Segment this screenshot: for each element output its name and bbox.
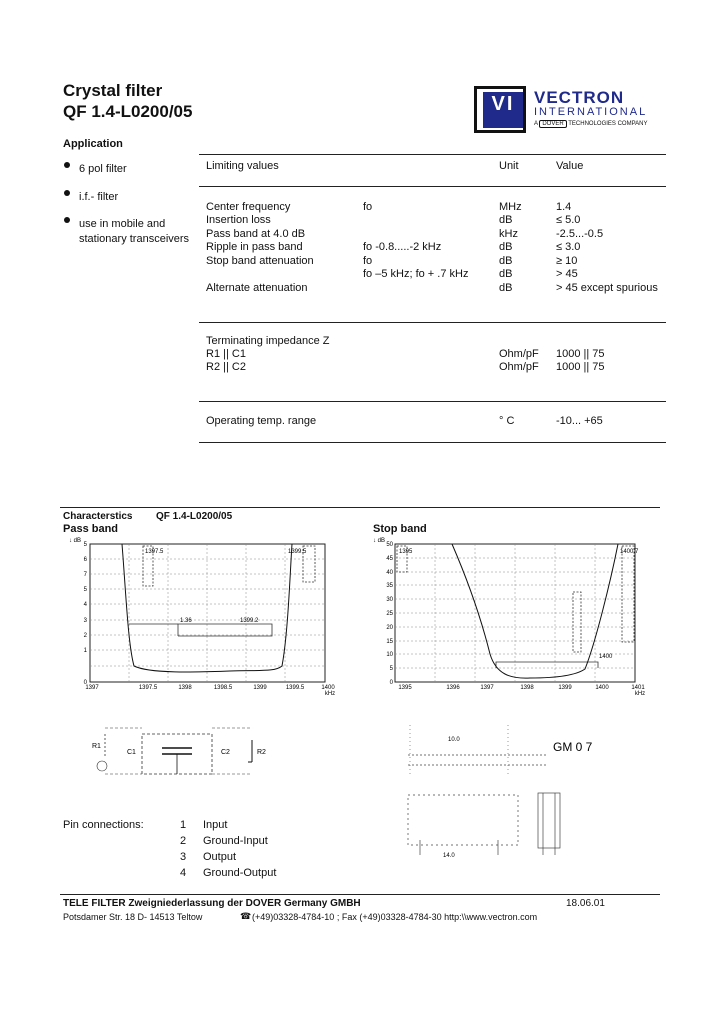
logo-tagline	[534, 121, 647, 127]
y-tick-label: 15	[386, 639, 393, 645]
y-tick-label: 5	[389, 666, 393, 672]
logo-tag-box: DOVER	[539, 120, 566, 128]
table-rule	[199, 401, 666, 402]
bullet-icon	[64, 162, 70, 168]
mask-right	[622, 546, 634, 642]
c2-label: C2	[221, 749, 230, 756]
y-tick-label: 1	[83, 648, 87, 654]
y-tick-label: 25	[386, 611, 393, 617]
y-tick-label: 7	[83, 572, 87, 578]
spec-unit: kHz	[499, 228, 518, 240]
impedance-value: 1000 || 75	[556, 361, 605, 373]
impedance-param: R2 || C2	[206, 361, 246, 373]
passband-annotations	[145, 549, 307, 624]
spec-unit: dB	[499, 214, 513, 226]
c1-label: C1	[127, 749, 136, 756]
spec-unit: dB	[499, 268, 513, 280]
annotation: 1397.5	[145, 549, 164, 555]
table-rule	[199, 322, 666, 323]
y-tick-label: 40	[386, 570, 393, 576]
annotation: 1400.7	[620, 549, 639, 555]
x-unit-label: kHz	[634, 691, 646, 696]
x-tick-label: 1396	[446, 685, 460, 691]
package-drawing	[398, 715, 598, 865]
header-unit: Unit	[499, 160, 519, 172]
pin-number: 3	[180, 851, 187, 863]
logo-mark-inner: VI	[483, 92, 523, 128]
x-tick-label: 1400	[595, 685, 609, 691]
section-rule	[60, 507, 660, 508]
pin-number: 1	[180, 819, 187, 831]
temp-param: Operating temp. range	[206, 415, 317, 427]
package-bottom-view	[408, 793, 560, 855]
footer-rule	[60, 894, 660, 895]
impedance-param: R1 || C1	[206, 348, 246, 360]
table-rule-header	[199, 186, 666, 187]
spec-value: > 45 except spurious	[556, 282, 658, 294]
y-tick-label: 45	[386, 556, 393, 562]
y-tick-label: 0	[389, 680, 393, 686]
x-tick-label: 1400	[321, 685, 335, 691]
package-side-view	[538, 793, 560, 848]
application-item-3-line-1: use in mobile and	[79, 218, 166, 230]
pin-number: 2	[180, 835, 187, 847]
temp-value: -10... +65	[556, 415, 603, 427]
y-tick-label: 30	[386, 597, 393, 603]
package-dimension: 14.0	[443, 853, 455, 859]
filter-schematic	[90, 718, 270, 788]
annotation: 1399.2	[240, 618, 259, 624]
r2-label: R2	[257, 749, 266, 756]
r1-label: R1	[92, 743, 101, 750]
stopband-chart	[370, 534, 660, 696]
spec-param: Insertion loss	[206, 214, 271, 226]
x-tick-label: 1397	[85, 685, 99, 691]
passband-label: Pass band	[63, 523, 119, 535]
logo-tag2: TECHNOLOGIES COMPANY	[568, 121, 648, 127]
spec-cond: fo -0.8.....-2 kHz	[363, 241, 442, 253]
pin-name: Input	[203, 819, 228, 831]
y-tick-label: 6	[83, 557, 87, 563]
spec-value: ≥ 10	[556, 255, 578, 267]
x-tick-label: 1398.5	[213, 685, 233, 691]
title-line-2: QF 1.4-L0200/05	[63, 102, 193, 121]
y-tick-label: 2	[83, 633, 87, 639]
impedance-value: 1000 || 75	[556, 348, 605, 360]
spec-param: Pass band at 4.0 dB	[206, 228, 306, 240]
x-tick-label: 1398	[520, 685, 534, 691]
footer-contact: (+49)03328-4784-10 ; Fax (+49)03328-4784-30 http:\\www.vectron.com	[252, 912, 538, 922]
stopband-y-unit: ↓ dB	[373, 538, 386, 544]
spec-value: ≤ 5.0	[556, 214, 581, 226]
mask-center	[496, 662, 598, 668]
y-tick-label: 50	[386, 542, 393, 548]
spec-param: Alternate attenuation	[206, 282, 308, 294]
spec-param: Center frequency	[206, 201, 291, 213]
mask-mid	[573, 592, 581, 652]
footer-date: 18.06.01	[566, 898, 605, 909]
annotation: 1399.5	[288, 549, 307, 555]
application-heading: Application	[63, 138, 123, 150]
y-tick-label: 35	[386, 583, 393, 589]
package-dimension: 10.0	[448, 737, 460, 743]
x-tick-label: 1399	[253, 685, 267, 691]
spec-unit: dB	[499, 282, 513, 294]
pin-name: Ground-Input	[203, 835, 268, 847]
y-tick-label: 5	[83, 587, 87, 593]
spec-param: Ripple in pass band	[206, 241, 303, 253]
footer-company: TELE FILTER Zweigniederlassung der DOVER Germany GMBH	[63, 898, 361, 909]
annotation: 1400	[599, 654, 613, 660]
logo-mark	[474, 86, 526, 133]
passband-x-ticks	[85, 685, 335, 696]
passband-y-ticks	[84, 542, 88, 686]
passband-frame	[90, 544, 325, 682]
annotation: 1395	[399, 549, 413, 555]
x-tick-label: 1395	[398, 685, 412, 691]
impedance-unit: Ohm/pF	[499, 361, 539, 373]
pin-name: Output	[203, 851, 237, 863]
x-tick-label: 1401	[631, 685, 645, 691]
vectron-logo	[472, 84, 667, 136]
footer-address: Potsdamer Str. 18 D- 14513 Teltow	[63, 912, 203, 922]
spec-cond: fo –5 kHz; fo + .7 kHz	[363, 268, 469, 280]
spec-value: 1.4	[556, 201, 572, 213]
stopband-y-ticks	[386, 542, 393, 686]
x-tick-label: 1399	[558, 685, 572, 691]
annotation: 1.36	[180, 618, 192, 624]
table-rule-bottom	[199, 442, 666, 443]
y-tick-label: 5	[83, 542, 87, 548]
x-tick-label: 1399.5	[285, 685, 305, 691]
logo-sub: INTERNATIONAL	[534, 106, 648, 118]
stopband-grid	[395, 544, 635, 682]
pin-name: Ground-Output	[203, 867, 277, 879]
spec-cond: fo	[363, 201, 373, 213]
passband-grid	[90, 544, 325, 682]
x-tick-label: 1398	[178, 685, 192, 691]
y-tick-label: 10	[386, 652, 393, 658]
x-unit-label: kHz	[324, 691, 336, 696]
source-icon	[97, 761, 107, 771]
spec-unit: dB	[499, 255, 513, 267]
y-tick-label: 20	[386, 625, 393, 631]
passband-chart	[60, 534, 350, 696]
passband-y-unit: ↓ dB	[69, 538, 82, 544]
y-tick-label: 3	[83, 618, 87, 624]
stopband-tolerance-mask	[397, 546, 634, 668]
mask-passband	[178, 624, 272, 636]
stopband-label: Stop band	[373, 523, 427, 535]
y-tick-label: 0	[83, 680, 87, 686]
application-item-2: i.f.- filter	[79, 191, 119, 203]
logo-name: VECTRON	[534, 88, 625, 107]
spec-unit: dB	[499, 241, 513, 253]
package-label: GM 0 7	[553, 740, 593, 754]
x-tick-label: 1397	[480, 685, 494, 691]
table-rule-top	[199, 154, 666, 155]
bullet-icon	[64, 217, 70, 223]
pin-number: 4	[180, 867, 187, 879]
pins-label: Pin connections:	[63, 819, 144, 831]
logo-tag1: A	[534, 121, 538, 127]
phone-icon: ☎	[240, 911, 252, 921]
spec-cond: fo	[363, 255, 373, 267]
bullet-icon	[64, 190, 70, 196]
application-item-3-line-2: stationary transceivers	[79, 233, 190, 245]
impedance-title: Terminating impedance Z	[206, 335, 330, 347]
characteristics-model: QF 1.4-L0200/05	[156, 511, 233, 522]
application-item-1: 6 pol filter	[79, 163, 127, 175]
stopband-x-ticks	[398, 685, 645, 696]
y-tick-label: 4	[83, 602, 87, 608]
package-footprint	[408, 795, 518, 845]
spec-value: ≤ 3.0	[556, 241, 581, 253]
title-line-1: Crystal filter	[63, 81, 163, 100]
header-param: Limiting values	[206, 160, 279, 172]
header-value: Value	[556, 160, 584, 172]
temp-unit: ° C	[499, 415, 515, 427]
impedance-unit: Ohm/pF	[499, 348, 539, 360]
stopband-response-curve	[452, 544, 618, 678]
spec-value: -2.5...-0.5	[556, 228, 604, 240]
spec-unit: MHz	[499, 201, 522, 213]
x-tick-label: 1397.5	[138, 685, 158, 691]
characteristics-label: Characterstics	[63, 511, 133, 522]
spec-value: > 45	[556, 268, 578, 280]
spec-param: Stop band attenuation	[206, 255, 314, 267]
